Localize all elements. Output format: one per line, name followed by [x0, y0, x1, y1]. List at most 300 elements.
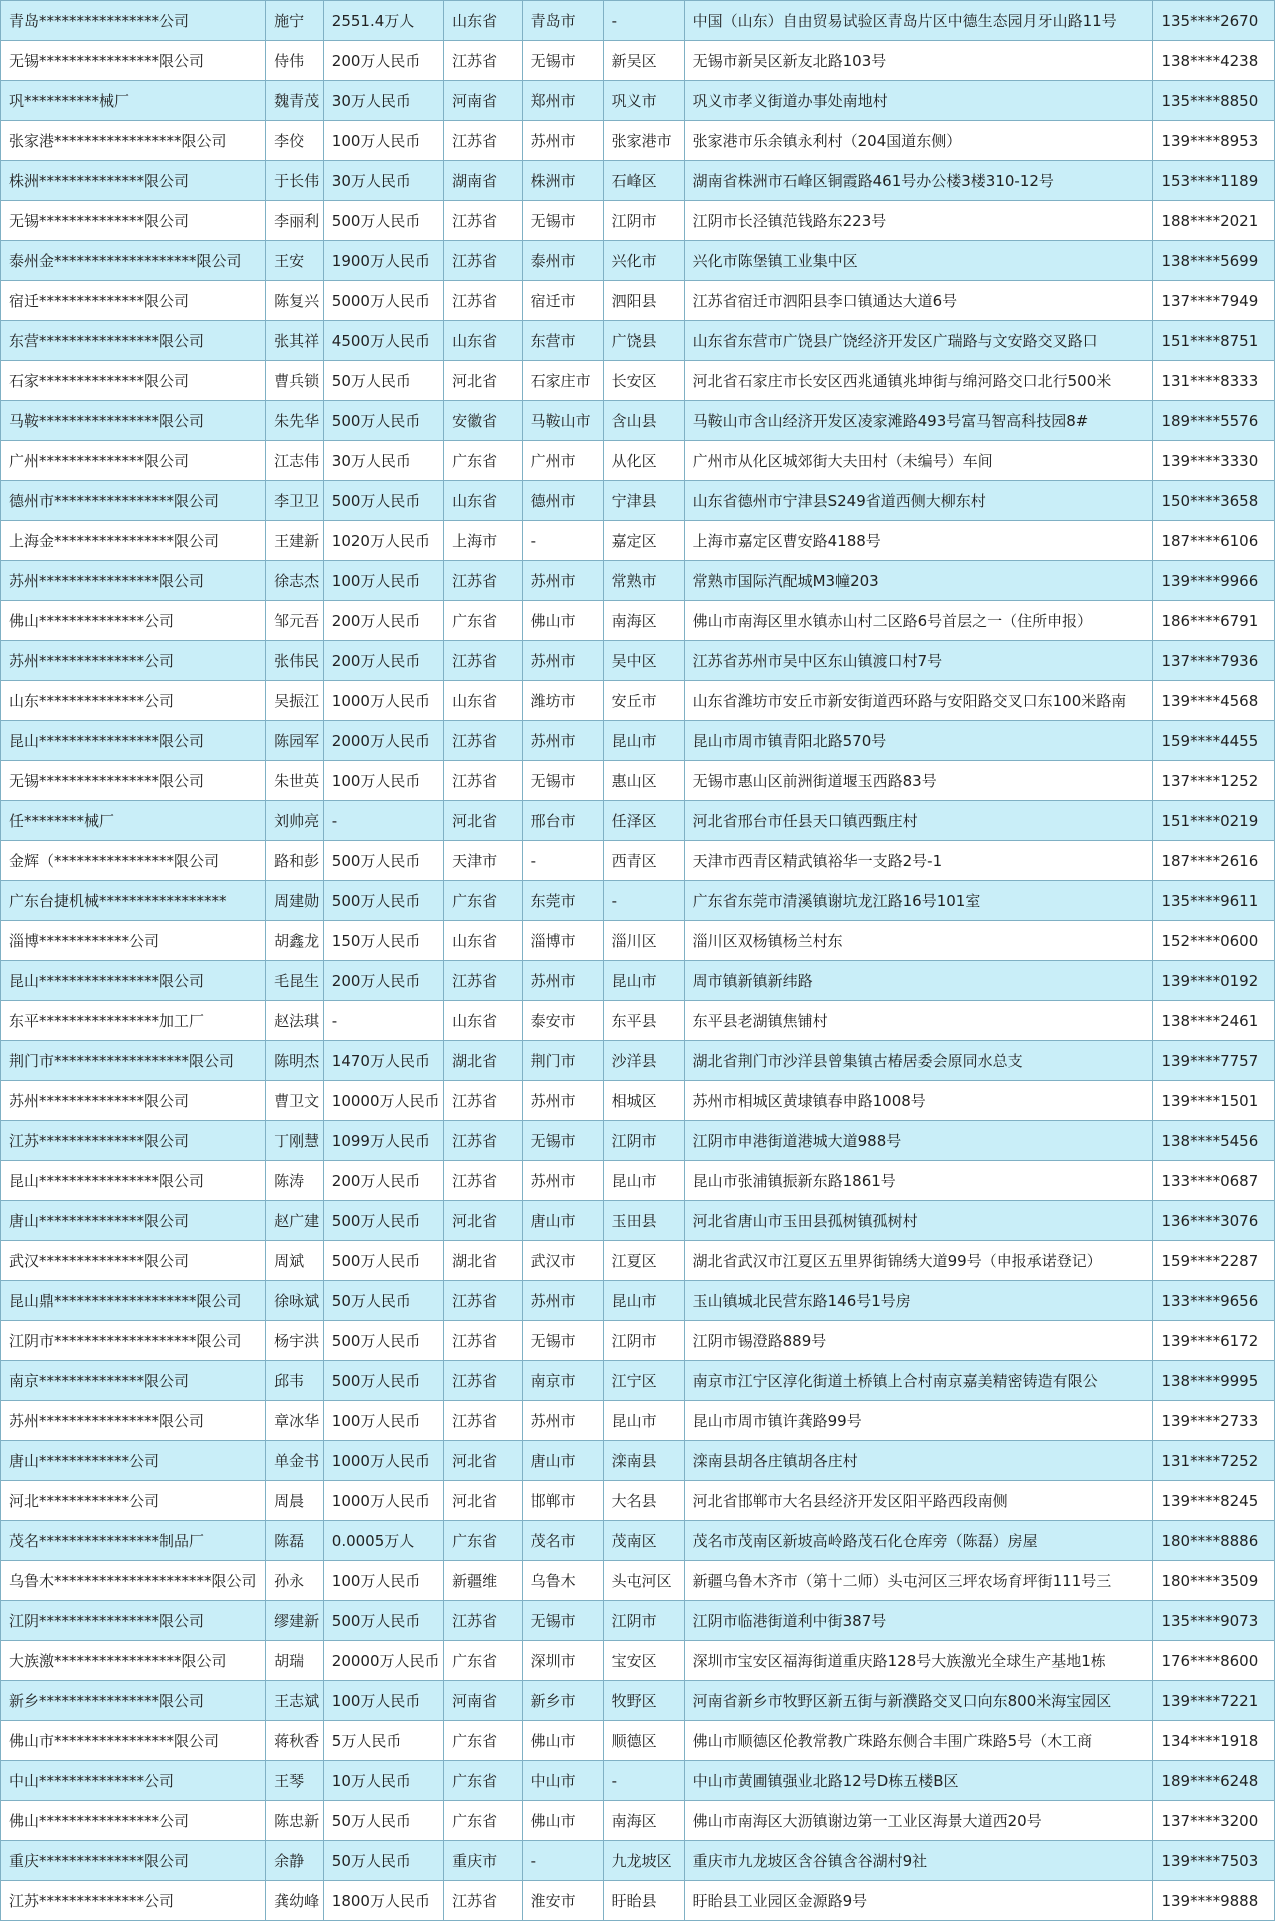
contact-cell: 胡鑫龙 — [266, 921, 324, 961]
contact-cell: 李卫卫 — [266, 481, 324, 521]
district-cell: 顺德区 — [603, 1721, 684, 1761]
contact-cell: 杨宇洪 — [266, 1321, 324, 1361]
capital-cell: 500万人民币 — [323, 1241, 443, 1281]
capital-cell: 500万人民币 — [323, 481, 443, 521]
province-cell: 江苏省 — [444, 1161, 523, 1201]
province-cell: 江苏省 — [444, 41, 523, 81]
province-cell: 江苏省 — [444, 281, 523, 321]
address-cell: 山东省潍坊市安丘市新安街道西环路与安阳路交叉口东100米路南 — [684, 681, 1153, 721]
province-cell: 广东省 — [444, 1761, 523, 1801]
contact-cell: 王安 — [266, 241, 324, 281]
contact-cell: 侍伟 — [266, 41, 324, 81]
address-cell: 山东省德州市宁津县S249省道西侧大柳东村 — [684, 481, 1153, 521]
phone-cell: 176****8600 — [1153, 1641, 1275, 1681]
table-row — [1, 761, 1275, 801]
company-cell: 江苏**************公司 — [1, 1881, 266, 1921]
phone-cell: 139****8953 — [1153, 121, 1275, 161]
district-cell: 昆山市 — [603, 961, 684, 1001]
table-row — [1, 961, 1275, 1001]
address-cell: 河北省邢台市任县天口镇西甄庄村 — [684, 801, 1153, 841]
address-cell: 河北省石家庄市长安区西兆通镇兆坤街与绵河路交口北行500米 — [684, 361, 1153, 401]
phone-cell: 186****6791 — [1153, 601, 1275, 641]
company-cell: 东平****************加工厂 — [1, 1001, 266, 1041]
contact-cell: 缪建新 — [266, 1601, 324, 1641]
city-cell: 苏州市 — [522, 121, 603, 161]
city-cell: 茂名市 — [522, 1521, 603, 1561]
district-cell: 从化区 — [603, 441, 684, 481]
table-row — [1, 1441, 1275, 1481]
contact-cell: 陈复兴 — [266, 281, 324, 321]
province-cell: 广东省 — [444, 601, 523, 641]
district-cell: 广饶县 — [603, 321, 684, 361]
address-cell: 马鞍山市含山经济开发区凌家滩路493号富马智高科技园8# — [684, 401, 1153, 441]
city-cell: 唐山市 — [522, 1441, 603, 1481]
contact-cell: 章冰华 — [266, 1401, 324, 1441]
contact-cell: 李佼 — [266, 121, 324, 161]
capital-cell: 200万人民币 — [323, 641, 443, 681]
company-cell: 泰州金*******************限公司 — [1, 241, 266, 281]
capital-cell: 2551.4万人 — [323, 1, 443, 41]
district-cell: 嘉定区 — [603, 521, 684, 561]
table-row — [1, 201, 1275, 241]
address-cell: 苏州市相城区黄埭镇春申路1008号 — [684, 1081, 1153, 1121]
company-cell: 江阴****************限公司 — [1, 1601, 266, 1641]
table-row — [1, 1481, 1275, 1521]
capital-cell: 100万人民币 — [323, 121, 443, 161]
company-cell: 中山**************公司 — [1, 1761, 266, 1801]
contact-cell: 陈忠新 — [266, 1801, 324, 1841]
city-cell: 无锡市 — [522, 1321, 603, 1361]
capital-cell: 1900万人民币 — [323, 241, 443, 281]
capital-cell: 500万人民币 — [323, 401, 443, 441]
company-cell: 大族激*****************限公司 — [1, 1641, 266, 1681]
table-row — [1, 161, 1275, 201]
contact-cell: 龚幼峰 — [266, 1881, 324, 1921]
district-cell: 江阴市 — [603, 1601, 684, 1641]
district-cell: 吴中区 — [603, 641, 684, 681]
city-cell: 唐山市 — [522, 1201, 603, 1241]
capital-cell: 1800万人民币 — [323, 1881, 443, 1921]
province-cell: 新疆维 — [444, 1561, 523, 1601]
capital-cell: 0.0005万人 — [323, 1521, 443, 1561]
city-cell: 宿迁市 — [522, 281, 603, 321]
district-cell: 大名县 — [603, 1481, 684, 1521]
phone-cell: 159****2287 — [1153, 1241, 1275, 1281]
phone-cell: 137****1252 — [1153, 761, 1275, 801]
city-cell: 佛山市 — [522, 601, 603, 641]
contact-cell: 邱韦 — [266, 1361, 324, 1401]
company-cell: 江阴市*******************限公司 — [1, 1321, 266, 1361]
company-cell: 广州**************限公司 — [1, 441, 266, 481]
city-cell: 苏州市 — [522, 1281, 603, 1321]
phone-cell: 136****3076 — [1153, 1201, 1275, 1241]
city-cell: 苏州市 — [522, 721, 603, 761]
city-cell: 苏州市 — [522, 561, 603, 601]
company-cell: 金辉（****************限公司 — [1, 841, 266, 881]
phone-cell: 131****8333 — [1153, 361, 1275, 401]
city-cell: - — [522, 521, 603, 561]
contact-cell: 张伟民 — [266, 641, 324, 681]
contact-cell: 丁刚慧 — [266, 1121, 324, 1161]
city-cell: 潍坊市 — [522, 681, 603, 721]
contact-cell: 徐志杰 — [266, 561, 324, 601]
province-cell: 广东省 — [444, 1641, 523, 1681]
table-row — [1, 1601, 1275, 1641]
district-cell: 常熟市 — [603, 561, 684, 601]
phone-cell: 139****3330 — [1153, 441, 1275, 481]
table-row — [1, 641, 1275, 681]
address-cell: 湖北省武汉市江夏区五里界街锦绣大道99号（申报承诺登记） — [684, 1241, 1153, 1281]
province-cell: 江苏省 — [444, 961, 523, 1001]
province-cell: 河南省 — [444, 81, 523, 121]
address-cell: 河北省邯郸市大名县经济开发区阳平路西段南侧 — [684, 1481, 1153, 1521]
company-cell: 山东**************公司 — [1, 681, 266, 721]
district-cell: 江阴市 — [603, 201, 684, 241]
company-cell: 茂名****************制品厂 — [1, 1521, 266, 1561]
province-cell: 山东省 — [444, 321, 523, 361]
address-cell: 新疆乌鲁木齐市（第十二师）头屯河区三坪农场育坪街111号三 — [684, 1561, 1153, 1601]
company-cell: 马鞍****************限公司 — [1, 401, 266, 441]
province-cell: 河北省 — [444, 361, 523, 401]
city-cell: 荆门市 — [522, 1041, 603, 1081]
company-cell: 新乡****************限公司 — [1, 1681, 266, 1721]
phone-cell: 151****0219 — [1153, 801, 1275, 841]
phone-cell: 188****2021 — [1153, 201, 1275, 241]
province-cell: 江苏省 — [444, 1321, 523, 1361]
capital-cell: 500万人民币 — [323, 201, 443, 241]
company-cell: 唐山**************限公司 — [1, 1201, 266, 1241]
district-cell: - — [603, 1, 684, 41]
city-cell: 佛山市 — [522, 1721, 603, 1761]
table-row — [1, 1801, 1275, 1841]
province-cell: 山东省 — [444, 481, 523, 521]
contact-cell: 蒋秋香 — [266, 1721, 324, 1761]
city-cell: 苏州市 — [522, 1081, 603, 1121]
company-cell: 乌鲁木*********************限公司 — [1, 1561, 266, 1601]
phone-cell: 135****9611 — [1153, 881, 1275, 921]
table-row — [1, 1, 1275, 41]
address-cell: 南京市江宁区淳化街道土桥镇上合村南京嘉美精密铸造有限公 — [684, 1361, 1153, 1401]
address-cell: 中山市黄圃镇强业北路12号D栋五楼B区 — [684, 1761, 1153, 1801]
district-cell: 昆山市 — [603, 721, 684, 761]
city-cell: 中山市 — [522, 1761, 603, 1801]
company-cell: 苏州****************限公司 — [1, 561, 266, 601]
table-body — [1, 1, 1275, 1921]
city-cell: 泰安市 — [522, 1001, 603, 1041]
address-cell: 天津市西青区精武镇裕华一支路2号-1 — [684, 841, 1153, 881]
table-row — [1, 1881, 1275, 1921]
table-row — [1, 801, 1275, 841]
address-cell: 湖南省株洲市石峰区铜霞路461号办公楼3楼310-12号 — [684, 161, 1153, 201]
capital-cell: 150万人民币 — [323, 921, 443, 961]
capital-cell: 500万人民币 — [323, 1201, 443, 1241]
company-cell: 荆门市******************限公司 — [1, 1041, 266, 1081]
city-cell: 无锡市 — [522, 201, 603, 241]
city-cell: 邯郸市 — [522, 1481, 603, 1521]
city-cell: 东营市 — [522, 321, 603, 361]
phone-cell: 138****9995 — [1153, 1361, 1275, 1401]
phone-cell: 139****7757 — [1153, 1041, 1275, 1081]
table-row — [1, 1081, 1275, 1121]
province-cell: 江苏省 — [444, 1361, 523, 1401]
province-cell: 山东省 — [444, 1, 523, 41]
city-cell: 郑州市 — [522, 81, 603, 121]
city-cell: 苏州市 — [522, 961, 603, 1001]
company-cell: 东营****************限公司 — [1, 321, 266, 361]
company-cell: 昆山****************限公司 — [1, 721, 266, 761]
table-row — [1, 1121, 1275, 1161]
address-cell: 张家港市乐余镇永利村（204国道东侧） — [684, 121, 1153, 161]
district-cell: 宁津县 — [603, 481, 684, 521]
capital-cell: 4500万人民币 — [323, 321, 443, 361]
company-cell: 苏州****************限公司 — [1, 1401, 266, 1441]
capital-cell: - — [323, 801, 443, 841]
table-row — [1, 1001, 1275, 1041]
address-cell: 江阴市临港街道利中街387号 — [684, 1601, 1153, 1641]
contact-cell: 陈涛 — [266, 1161, 324, 1201]
phone-cell: 139****0192 — [1153, 961, 1275, 1001]
contact-cell: 陈园军 — [266, 721, 324, 761]
contact-cell: 王建新 — [266, 521, 324, 561]
province-cell: 江苏省 — [444, 1281, 523, 1321]
province-cell: 江苏省 — [444, 641, 523, 681]
city-cell: 苏州市 — [522, 641, 603, 681]
city-cell: 淮安市 — [522, 1881, 603, 1921]
city-cell: 无锡市 — [522, 1121, 603, 1161]
company-cell: 重庆**************限公司 — [1, 1841, 266, 1881]
company-cell: 河北************公司 — [1, 1481, 266, 1521]
company-cell: 青岛****************公司 — [1, 1, 266, 41]
phone-cell: 133****9656 — [1153, 1281, 1275, 1321]
company-cell: 株洲**************限公司 — [1, 161, 266, 201]
province-cell: 天津市 — [444, 841, 523, 881]
company-cell: 昆山****************限公司 — [1, 1161, 266, 1201]
table-row — [1, 1401, 1275, 1441]
city-cell: 无锡市 — [522, 761, 603, 801]
company-cell: 无锡**************限公司 — [1, 201, 266, 241]
company-cell: 张家港*****************限公司 — [1, 121, 266, 161]
table-row — [1, 321, 1275, 361]
contact-cell: 胡瑞 — [266, 1641, 324, 1681]
contact-cell: 徐咏斌 — [266, 1281, 324, 1321]
contact-cell: 陈明杰 — [266, 1041, 324, 1081]
city-cell: 苏州市 — [522, 1401, 603, 1441]
contact-cell: 曹卫文 — [266, 1081, 324, 1121]
address-cell: 河南省新乡市牧野区新五街与新濮路交叉口向东800米海宝园区 — [684, 1681, 1153, 1721]
company-cell: 石家**************限公司 — [1, 361, 266, 401]
address-cell: 巩义市孝义街道办事处南地村 — [684, 81, 1153, 121]
company-cell: 广东台捷机械***************** — [1, 881, 266, 921]
district-cell: 江阴市 — [603, 1321, 684, 1361]
company-cell: 苏州**************公司 — [1, 641, 266, 681]
contact-cell: 王琴 — [266, 1761, 324, 1801]
capital-cell: 100万人民币 — [323, 561, 443, 601]
address-cell: 无锡市新吴区新友北路103号 — [684, 41, 1153, 81]
city-cell: 青岛市 — [522, 1, 603, 41]
province-cell: 江苏省 — [444, 1401, 523, 1441]
phone-cell: 138****5699 — [1153, 241, 1275, 281]
contact-cell: 路和彭 — [266, 841, 324, 881]
address-cell: 昆山市周市镇青阳北路570号 — [684, 721, 1153, 761]
contact-cell: 吴振江 — [266, 681, 324, 721]
table-row — [1, 1641, 1275, 1681]
district-cell: 昆山市 — [603, 1281, 684, 1321]
district-cell: 茂南区 — [603, 1521, 684, 1561]
contact-cell: 周斌 — [266, 1241, 324, 1281]
district-cell: 惠山区 — [603, 761, 684, 801]
province-cell: 山东省 — [444, 921, 523, 961]
company-cell: 巩**********械厂 — [1, 81, 266, 121]
province-cell: 江苏省 — [444, 761, 523, 801]
address-cell: 佛山市顺德区伦教常教广珠路东侧合丰围广珠路5号（木工商 — [684, 1721, 1153, 1761]
city-cell: 淄博市 — [522, 921, 603, 961]
district-cell: 安丘市 — [603, 681, 684, 721]
capital-cell: 20000万人民币 — [323, 1641, 443, 1681]
phone-cell: 134****1918 — [1153, 1721, 1275, 1761]
province-cell: 江苏省 — [444, 561, 523, 601]
district-cell: 头屯河区 — [603, 1561, 684, 1601]
table-row — [1, 1361, 1275, 1401]
table-row — [1, 81, 1275, 121]
province-cell: 江苏省 — [444, 1121, 523, 1161]
phone-cell: 187****2616 — [1153, 841, 1275, 881]
city-cell: 无锡市 — [522, 1601, 603, 1641]
address-cell: 茂名市茂南区新坡高岭路茂石化仓库旁（陈磊）房屋 — [684, 1521, 1153, 1561]
address-cell: 玉山镇城北民营东路146号1号房 — [684, 1281, 1153, 1321]
capital-cell: 50万人民币 — [323, 1801, 443, 1841]
province-cell: 湖北省 — [444, 1241, 523, 1281]
address-cell: 上海市嘉定区曹安路4188号 — [684, 521, 1153, 561]
district-cell: 盱眙县 — [603, 1881, 684, 1921]
table-row — [1, 241, 1275, 281]
table-row — [1, 1761, 1275, 1801]
table-row — [1, 1241, 1275, 1281]
phone-cell: 137****7949 — [1153, 281, 1275, 321]
district-cell: 泗阳县 — [603, 281, 684, 321]
company-cell: 上海金****************限公司 — [1, 521, 266, 561]
table-row — [1, 121, 1275, 161]
district-cell: 宝安区 — [603, 1641, 684, 1681]
table-row — [1, 881, 1275, 921]
address-cell: 深圳市宝安区福海街道重庆路128号大族激光全球生产基地1栋 — [684, 1641, 1153, 1681]
table-row — [1, 1681, 1275, 1721]
contact-cell: 李丽利 — [266, 201, 324, 241]
province-cell: 上海市 — [444, 521, 523, 561]
contact-cell: 陈磊 — [266, 1521, 324, 1561]
address-cell: 湖北省荆门市沙洋县曾集镇古椿居委会原同水总支 — [684, 1041, 1153, 1081]
district-cell: - — [603, 881, 684, 921]
capital-cell: 50万人民币 — [323, 361, 443, 401]
company-cell: 佛山市****************限公司 — [1, 1721, 266, 1761]
district-cell: 牧野区 — [603, 1681, 684, 1721]
company-cell: 江苏**************限公司 — [1, 1121, 266, 1161]
capital-cell: - — [323, 1001, 443, 1041]
district-cell: 含山县 — [603, 401, 684, 441]
address-cell: 山东省东营市广饶县广饶经济开发区广瑞路与文安路交叉路口 — [684, 321, 1153, 361]
table-row — [1, 1841, 1275, 1881]
address-cell: 东平县老湖镇焦铺村 — [684, 1001, 1153, 1041]
city-cell: 泰州市 — [522, 241, 603, 281]
contact-cell: 张其祥 — [266, 321, 324, 361]
district-cell: 张家港市 — [603, 121, 684, 161]
contact-cell: 赵法琪 — [266, 1001, 324, 1041]
phone-cell: 138****2461 — [1153, 1001, 1275, 1041]
capital-cell: 500万人民币 — [323, 1321, 443, 1361]
table-row — [1, 41, 1275, 81]
capital-cell: 30万人民币 — [323, 441, 443, 481]
address-cell: 中国（山东）自由贸易试验区青岛片区中德生态园月牙山路11号 — [684, 1, 1153, 41]
city-cell: 南京市 — [522, 1361, 603, 1401]
address-cell: 昆山市张浦镇振新东路1861号 — [684, 1161, 1153, 1201]
province-cell: 安徽省 — [444, 401, 523, 441]
phone-cell: 151****8751 — [1153, 321, 1275, 361]
capital-cell: 5万人民币 — [323, 1721, 443, 1761]
table-row — [1, 1321, 1275, 1361]
phone-cell: 180****8886 — [1153, 1521, 1275, 1561]
phone-cell: 135****2670 — [1153, 1, 1275, 41]
company-cell: 淄博************公司 — [1, 921, 266, 961]
table-row — [1, 1041, 1275, 1081]
phone-cell: 139****2733 — [1153, 1401, 1275, 1441]
province-cell: 江苏省 — [444, 201, 523, 241]
address-cell: 江苏省宿迁市泗阳县李口镇通达大道6号 — [684, 281, 1153, 321]
table-row — [1, 1161, 1275, 1201]
province-cell: 湖北省 — [444, 1041, 523, 1081]
contact-cell: 施宁 — [266, 1, 324, 41]
district-cell: 昆山市 — [603, 1161, 684, 1201]
contact-cell: 江志伟 — [266, 441, 324, 481]
capital-cell: 50万人民币 — [323, 1281, 443, 1321]
company-cell: 昆山鼎*******************限公司 — [1, 1281, 266, 1321]
capital-cell: 5000万人民币 — [323, 281, 443, 321]
phone-cell: 139****4568 — [1153, 681, 1275, 721]
capital-cell: 1000万人民币 — [323, 1441, 443, 1481]
address-cell: 佛山市南海区里水镇赤山村二区路6号首层之一（住所申报） — [684, 601, 1153, 641]
city-cell: 无锡市 — [522, 41, 603, 81]
contact-cell: 魏青茂 — [266, 81, 324, 121]
city-cell: 德州市 — [522, 481, 603, 521]
contact-cell: 曹兵锁 — [266, 361, 324, 401]
phone-cell: 135****8850 — [1153, 81, 1275, 121]
address-cell: 常熟市国际汽配城M3幢203 — [684, 561, 1153, 601]
company-cell: 武汉**************限公司 — [1, 1241, 266, 1281]
contact-cell: 周晨 — [266, 1481, 324, 1521]
capital-cell: 1099万人民币 — [323, 1121, 443, 1161]
table-row — [1, 1521, 1275, 1561]
district-cell: 江阴市 — [603, 1121, 684, 1161]
company-cell: 唐山************公司 — [1, 1441, 266, 1481]
province-cell: 江苏省 — [444, 1601, 523, 1641]
province-cell: 山东省 — [444, 1001, 523, 1041]
district-cell: - — [603, 1761, 684, 1801]
province-cell: 广东省 — [444, 1721, 523, 1761]
capital-cell: 200万人民币 — [323, 41, 443, 81]
address-cell: 滦南县胡各庄镇胡各庄村 — [684, 1441, 1153, 1481]
contact-cell: 周建勋 — [266, 881, 324, 921]
table-row — [1, 441, 1275, 481]
company-cell: 无锡****************限公司 — [1, 41, 266, 81]
district-cell: 西青区 — [603, 841, 684, 881]
capital-cell: 500万人民币 — [323, 841, 443, 881]
table-row — [1, 401, 1275, 441]
table-row — [1, 601, 1275, 641]
capital-cell: 200万人民币 — [323, 601, 443, 641]
capital-cell: 100万人民币 — [323, 761, 443, 801]
address-cell: 兴化市陈堡镇工业集中区 — [684, 241, 1153, 281]
phone-cell: 137****7936 — [1153, 641, 1275, 681]
province-cell: 河北省 — [444, 1441, 523, 1481]
province-cell: 河北省 — [444, 1481, 523, 1521]
